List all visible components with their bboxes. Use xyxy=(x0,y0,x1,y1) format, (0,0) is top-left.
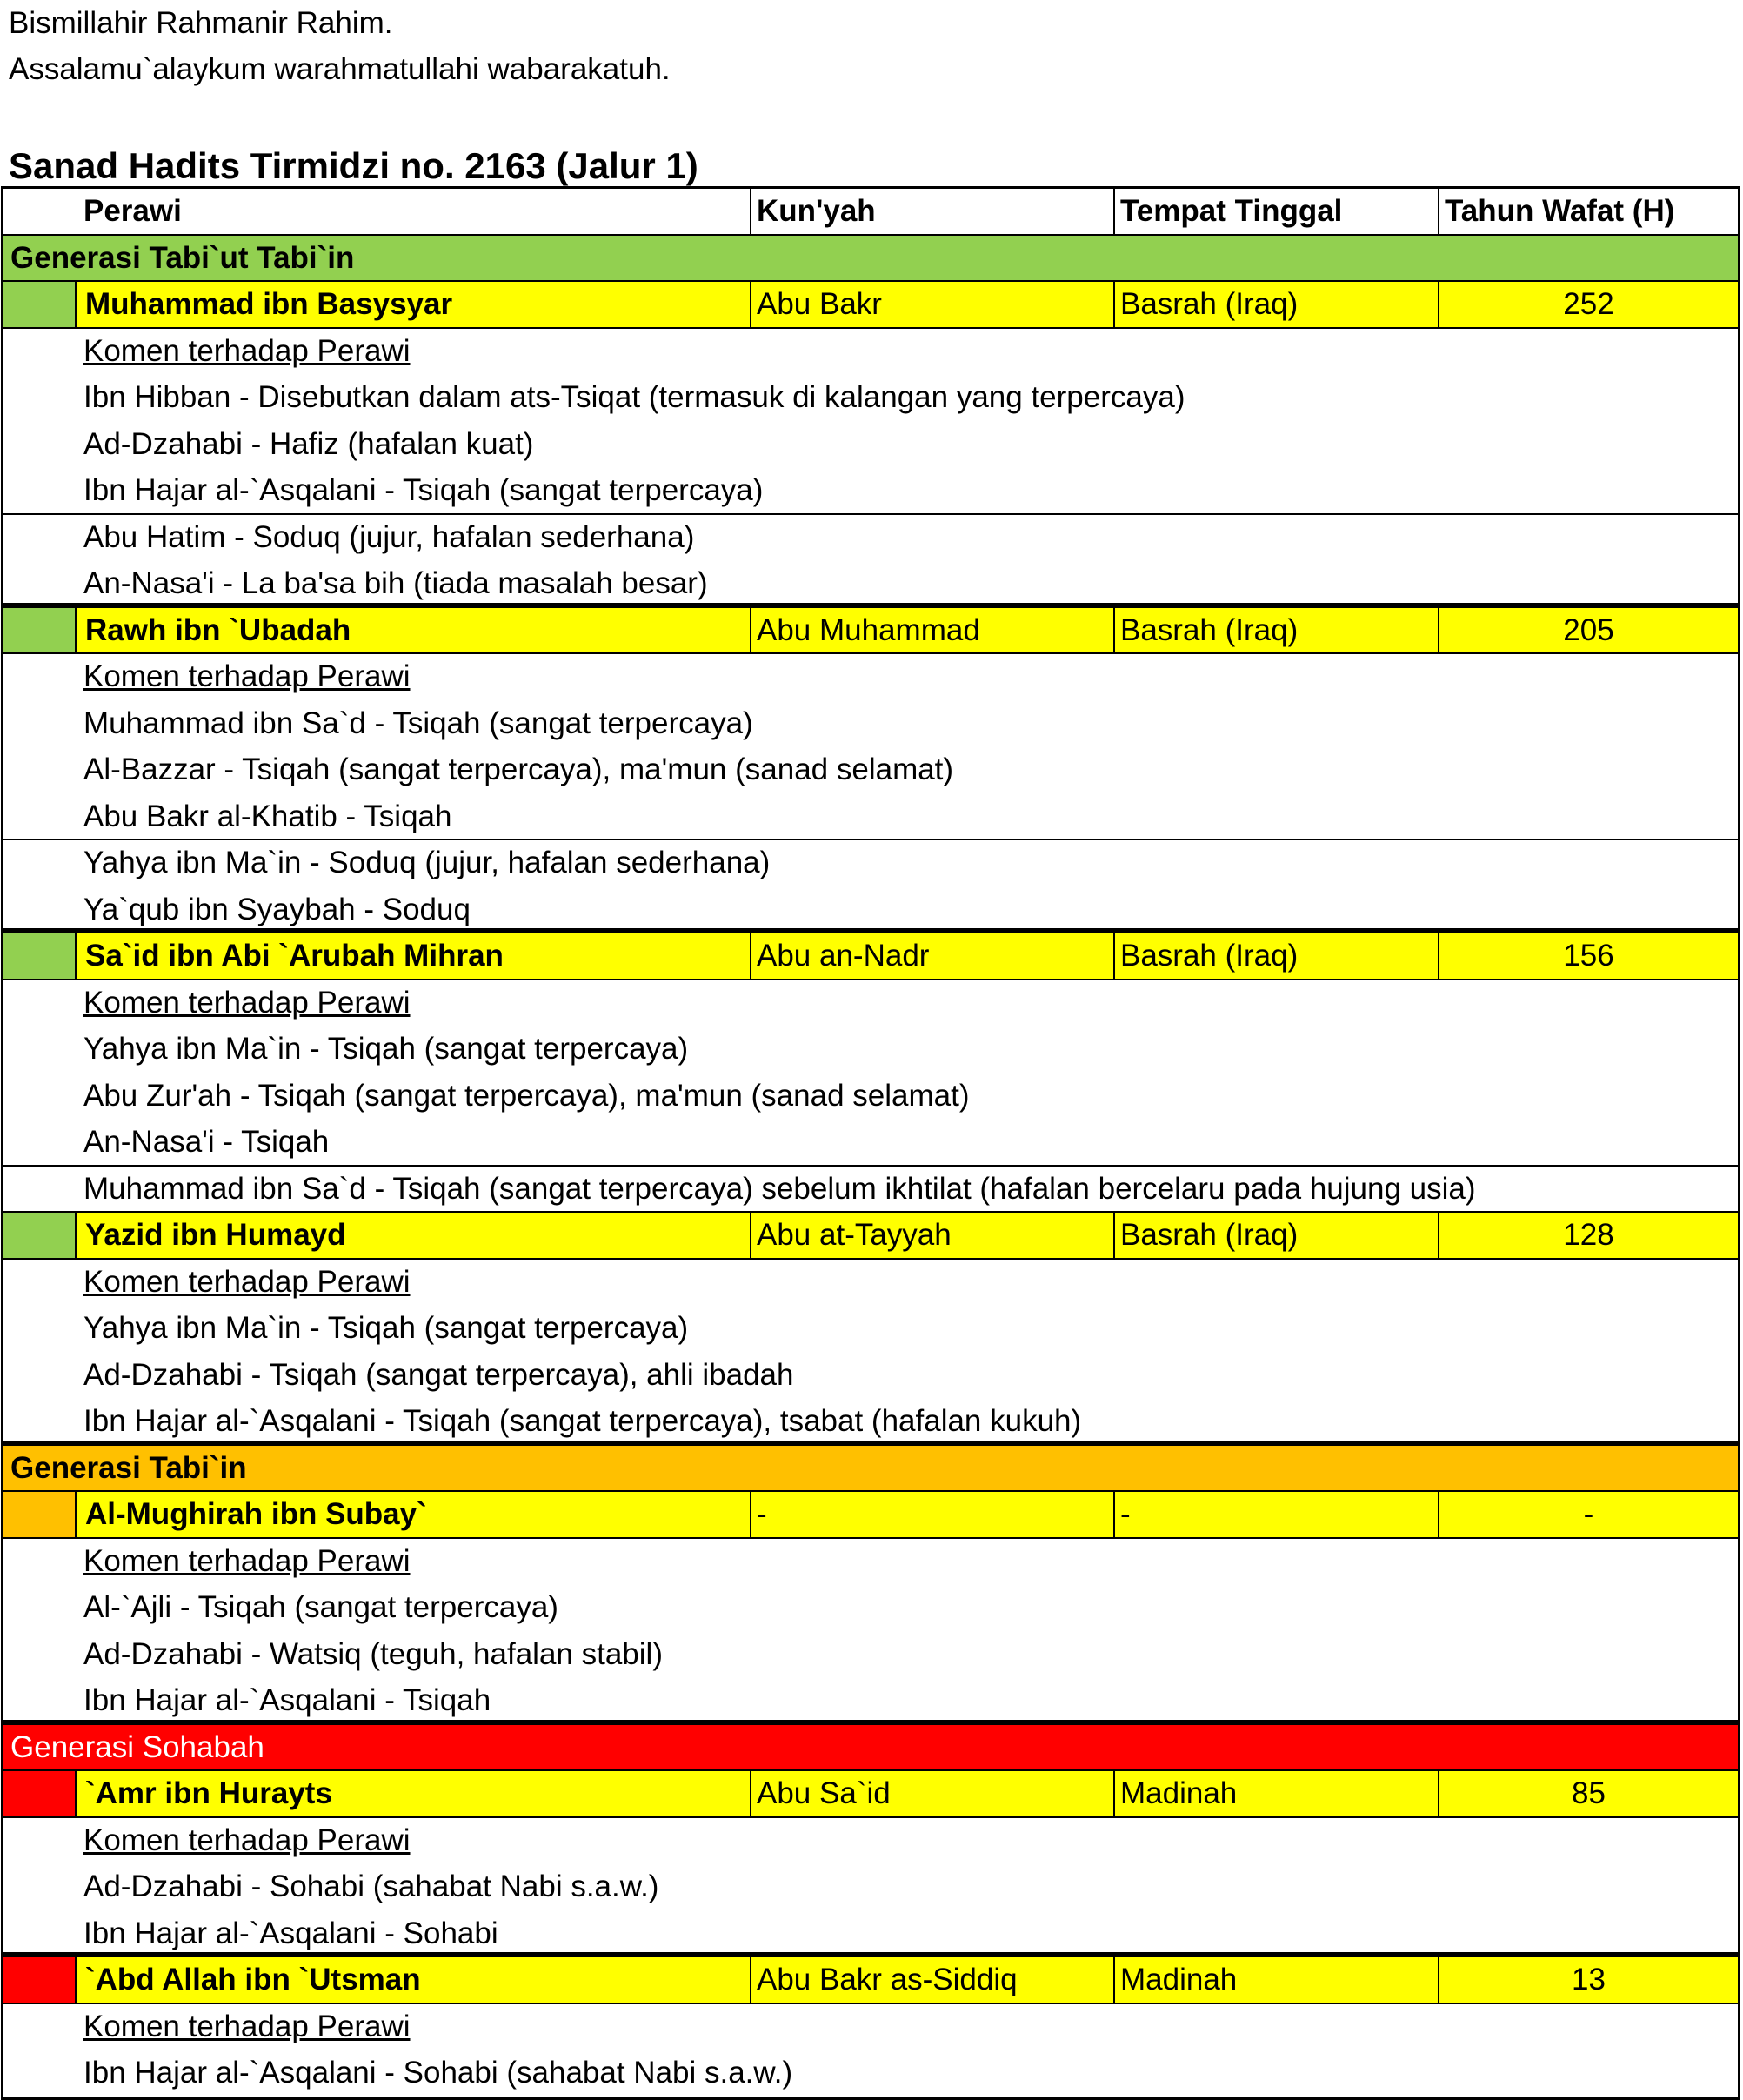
narrator-row xyxy=(3,282,1738,329)
comment-text: Abu Hatim - Soduq (jujur, hafalan sederhana) xyxy=(83,519,695,554)
generation-color-marker xyxy=(3,933,75,979)
narrator-residence: - xyxy=(1115,1492,1439,1537)
header-tahun-wafat: Tahun Wafat (H) xyxy=(1445,194,1675,228)
comment-text: Ibn Hajar al-`Asqalani - Sohabi xyxy=(83,1916,498,1950)
comment-text: Al-`Ajli - Tsiqah (sangat terpercaya) xyxy=(83,1590,558,1624)
generation-color-marker xyxy=(3,282,75,327)
narrator-death-year: 156 xyxy=(1563,939,1614,973)
comment-row xyxy=(3,1399,1738,1446)
narrator-name: Muhammad ibn Basysyar xyxy=(75,282,751,327)
comment-row xyxy=(3,1120,1738,1167)
comment-text: Ibn Hajar al-`Asqalani - Tsiqah (sangat terpercaya) xyxy=(83,473,764,507)
narrator-death-year: 128 xyxy=(1563,1218,1614,1252)
narrator-death-year: 85 xyxy=(1572,1776,1606,1810)
narrator-name: `Abd Allah ibn `Utsman xyxy=(75,1957,751,2003)
generation-row-tabiut-tabiin xyxy=(3,236,1738,283)
narrator-kunyah: Abu at-Tayyah xyxy=(751,1213,1115,1258)
intro-block xyxy=(9,0,1731,192)
comment-row xyxy=(3,561,1738,608)
comment-text: Ya`qub ibn Syaybah - Soduq xyxy=(83,892,471,926)
narrator-kunyah: Abu Muhammad xyxy=(751,608,1115,653)
comment-row xyxy=(3,1678,1738,1725)
narrator-residence: Madinah xyxy=(1115,1957,1439,2003)
comment-heading xyxy=(3,980,1738,1027)
narrator-name: Yazid ibn Humayd xyxy=(75,1213,751,1258)
comment-text: Ibn Hajar al-`Asqalani - Sohabi (sahabat Nabi s.a.w.) xyxy=(83,2056,793,2090)
comment-text: Ibn Hibban - Disebutkan dalam ats-Tsiqat (termasuk di kalangan yang terpercaya) xyxy=(83,380,1185,414)
generation-row-tabiin xyxy=(3,1446,1738,1493)
comment-heading-text: Komen terhadap Perawi xyxy=(83,985,411,1020)
comment-text: Ad-Dzahabi - Watsiq (teguh, hafalan stabil) xyxy=(83,1636,663,1671)
comment-row xyxy=(3,1911,1738,1958)
comment-heading xyxy=(3,1539,1738,1586)
comment-row xyxy=(3,1585,1738,1632)
generation-color-marker xyxy=(3,1957,75,2003)
comment-heading-text: Komen terhadap Perawi xyxy=(83,333,411,368)
narrator-residence: Basrah (Iraq) xyxy=(1115,1213,1439,1258)
comment-heading xyxy=(3,329,1738,376)
narrator-kunyah: Abu Bakr xyxy=(751,282,1115,327)
comment-text: Abu Bakr al-Khatib - Tsiqah xyxy=(83,799,452,833)
comment-text: Yahya ibn Ma`in - Tsiqah (sangat terpercaya) xyxy=(83,1311,689,1345)
narrator-row xyxy=(3,933,1738,980)
comment-row xyxy=(3,2050,1738,2097)
narrator-name: Rawh ibn `Ubadah xyxy=(75,608,751,653)
generation-color-marker xyxy=(3,1492,75,1537)
comment-row xyxy=(3,1167,1738,1214)
comment-heading-text: Komen terhadap Perawi xyxy=(83,1264,411,1299)
narrator-name: Al-Mughirah ibn Subay` xyxy=(75,1492,751,1537)
comment-heading xyxy=(3,1260,1738,1307)
comment-heading xyxy=(3,654,1738,701)
comment-row xyxy=(3,701,1738,748)
generation-label: Generasi Tabi`in xyxy=(10,1450,247,1485)
narrator-residence: Madinah xyxy=(1115,1771,1439,1816)
comment-text: An-Nasa'i - Tsiqah xyxy=(83,1125,330,1159)
narrator-row xyxy=(3,1492,1738,1539)
comment-row xyxy=(3,840,1738,887)
generation-color-marker xyxy=(3,1771,75,1816)
comment-text: An-Nasa'i - La ba'sa bih (tiada masalah besar) xyxy=(83,566,708,600)
narrator-kunyah: Abu Bakr as-Siddiq xyxy=(751,1957,1115,2003)
comment-heading-text: Komen terhadap Perawi xyxy=(83,1822,411,1857)
generation-label: Generasi Sohabah xyxy=(10,1729,264,1764)
narrator-death-year: 252 xyxy=(1563,287,1614,321)
comment-row xyxy=(3,468,1738,515)
narrator-row xyxy=(3,1771,1738,1818)
narrator-row xyxy=(3,1957,1738,2004)
generation-color-marker xyxy=(3,1213,75,1258)
comment-row xyxy=(3,1306,1738,1353)
comment-text: Muhammad ibn Sa`d - Tsiqah (sangat terpercaya) sebelum ikhtilat (hafalan bercelaru pada hujung usia) xyxy=(83,1171,1476,1206)
comment-row xyxy=(3,887,1738,934)
header-perawi: Perawi xyxy=(75,189,751,234)
comment-heading xyxy=(3,2004,1738,2051)
comment-text: Ad-Dzahabi - Hafiz (hafalan kuat) xyxy=(83,426,534,461)
comment-text: Abu Zur'ah - Tsiqah (sangat terpercaya), ma'mun (sanad selamat) xyxy=(83,1078,970,1113)
comment-text: Ad-Dzahabi - Sohabi (sahabat Nabi s.a.w.) xyxy=(83,1869,659,1903)
comment-row xyxy=(3,515,1738,562)
generation-color-marker xyxy=(3,608,75,653)
narrator-kunyah: Abu Sa`id xyxy=(751,1771,1115,1816)
greeting-line-2: Assalamu`alaykum warahmatullahi wabarakatuh. xyxy=(9,52,671,86)
comment-heading-text: Komen terhadap Perawi xyxy=(83,1543,411,1578)
comment-row xyxy=(3,1027,1738,1073)
comment-text: Ad-Dzahabi - Tsiqah (sangat terpercaya), ahli ibadah xyxy=(83,1357,794,1392)
comment-row xyxy=(3,1632,1738,1679)
comment-row xyxy=(3,375,1738,422)
table-header-row xyxy=(3,189,1738,236)
sanad-table xyxy=(1,186,1740,2100)
comment-row xyxy=(3,1864,1738,1911)
comment-row xyxy=(3,422,1738,469)
comment-row xyxy=(3,1073,1738,1120)
header-kunyah: Kun'yah xyxy=(751,189,1115,234)
narrator-row xyxy=(3,608,1738,655)
comment-row xyxy=(3,747,1738,794)
comment-heading xyxy=(3,1818,1738,1865)
header-tempat-tinggal: Tempat Tinggal xyxy=(1115,189,1439,234)
comment-text: Yahya ibn Ma`in - Soduq (jujur, hafalan sederhana) xyxy=(83,846,771,879)
narrator-residence: Basrah (Iraq) xyxy=(1115,282,1439,327)
comment-text: Al-Bazzar - Tsiqah (sangat terpercaya), ma'mun (sanad selamat) xyxy=(83,752,954,786)
narrator-residence: Basrah (Iraq) xyxy=(1115,933,1439,979)
narrator-kunyah: - xyxy=(751,1492,1115,1537)
document-title: Sanad Hadits Tirmidzi no. 2163 (Jalur 1) xyxy=(9,145,698,186)
narrator-death-year: 13 xyxy=(1572,1963,1606,1996)
narrator-death-year: 205 xyxy=(1563,612,1614,647)
narrator-residence: Basrah (Iraq) xyxy=(1115,608,1439,653)
narrator-row xyxy=(3,1213,1738,1260)
narrator-name: `Amr ibn Hurayts xyxy=(75,1771,751,1816)
comment-text: Ibn Hajar al-`Asqalani - Tsiqah (sangat terpercaya), tsabat (hafalan kukuh) xyxy=(83,1404,1082,1438)
narrator-kunyah: Abu an-Nadr xyxy=(751,933,1115,979)
greeting-line-1: Bismillahir Rahmanir Rahim. xyxy=(9,6,393,40)
comment-text: Yahya ibn Ma`in - Tsiqah (sangat terpercaya) xyxy=(83,1032,689,1066)
comment-text: Muhammad ibn Sa`d - Tsiqah (sangat terpercaya) xyxy=(83,706,753,740)
header-strip xyxy=(3,189,75,234)
narrator-name: Sa`id ibn Abi `Arubah Mihran xyxy=(75,933,751,979)
comment-row xyxy=(3,1353,1738,1400)
comment-heading-text: Komen terhadap Perawi xyxy=(83,659,411,693)
comment-heading-text: Komen terhadap Perawi xyxy=(83,2009,411,2043)
generation-row-sohabah xyxy=(3,1725,1738,1772)
generation-label: Generasi Tabi`ut Tabi`in xyxy=(10,240,355,275)
comment-row xyxy=(3,794,1738,841)
narrator-death-year: - xyxy=(1583,1497,1594,1531)
comment-text: Ibn Hajar al-`Asqalani - Tsiqah xyxy=(83,1683,491,1717)
